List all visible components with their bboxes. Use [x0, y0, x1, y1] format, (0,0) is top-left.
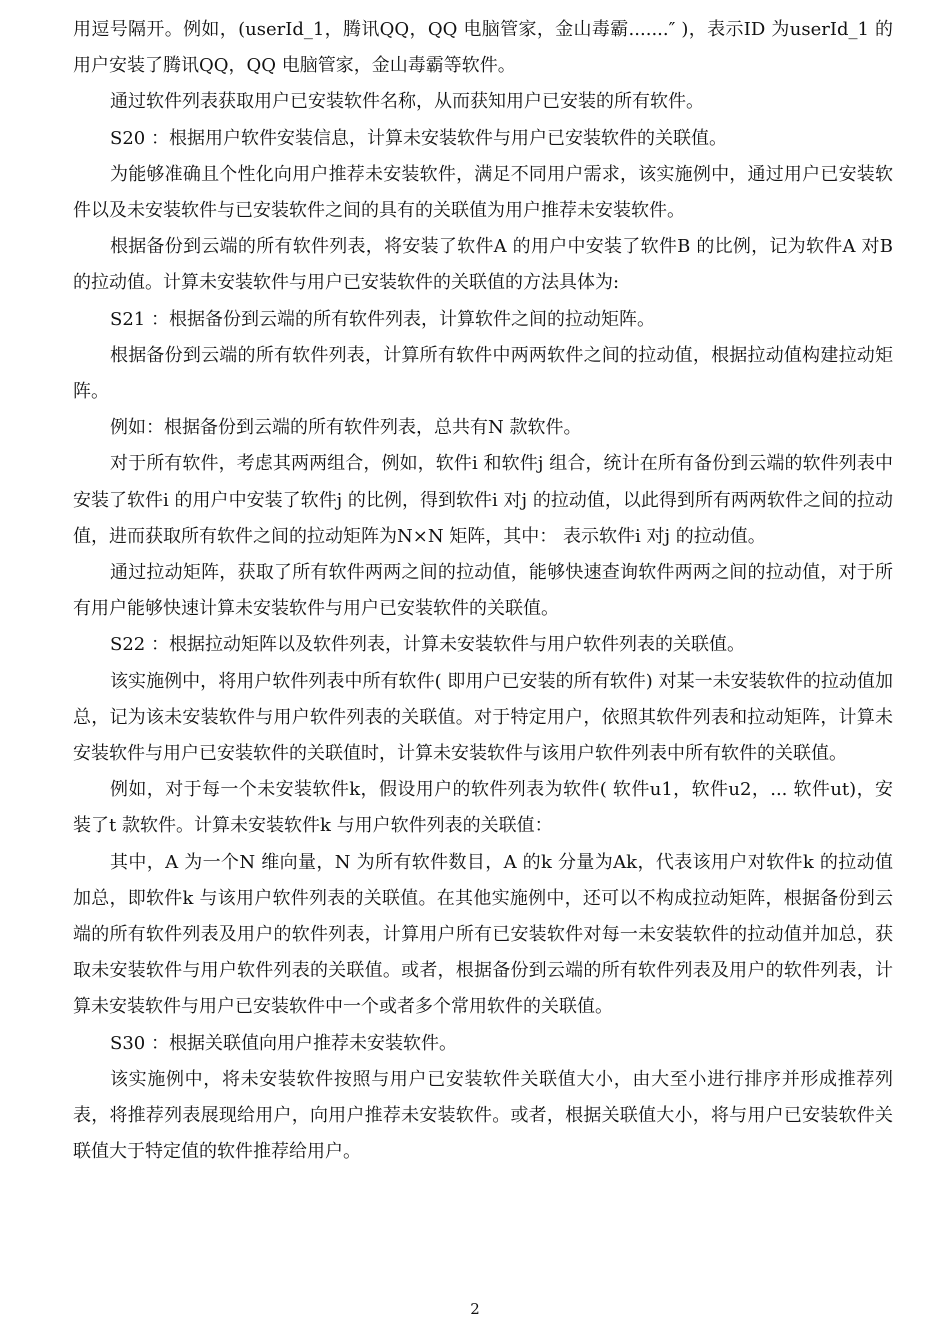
paragraph: 例如，对于每一个未安装软件k，假设用户的软件列表为软件( 软件u1，软件u2，... 软件ut)，安装了t 款软件。计算未安装软件k 与用户软件列表的关联值：: [73, 779, 893, 837]
paragraph: 通过软件列表获取用户已安装软件名称，从而获知用户已安装的所有软件。: [110, 91, 704, 113]
paragraph: 该实施例中，将用户软件列表中所有软件( 即用户已安装的所有软件) 对某一未安装软件的拉动值加总，记为该未安装软件与用户软件列表的关联值。对于特定用户，依照其软件列表和拉动矩阵，计算未安装软件与用户已安装软件的关联值时，计算未安装软件与该用户软件列表中所有软件的关联值。: [73, 670, 893, 765]
paragraph: 根据备份到云端的所有软件列表，计算所有软件中两两软件之间的拉动值，根据拉动值构建拉动矩阵。: [73, 344, 893, 403]
page-number: 2: [470, 1300, 480, 1318]
paragraph: 其中，A 为一个N 维向量，N 为所有软件数目，A 的k 分量为Ak，代表该用户对软件k 的拉动值加总，即软件k 与该用户软件列表的关联值。在其他实施例中，还可以不构成拉动矩阵，根据备份到云端的所有软件列表及用户的软件列表，计算用户所有已安装软件对每一未安装软件的拉动值并加总，获取未安装软件与用户软件列表的关联值。或者，根据备份到云端的所有软件列表及用户的软件列表，计算未安装软件与用户已安装软件中一个或者多个常用软件的关联值。: [73, 851, 893, 1018]
paragraph: 例如：根据备份到云端的所有软件列表，总共有N 款软件。: [110, 417, 582, 439]
paragraph-continuation: 用逗号隔开。例如，(userId_1，腾讯QQ，QQ 电脑管家，金山毒霸.......″ )，表示ID 为userId_1 的用户安装了腾讯QQ，QQ 电脑管家，金山毒霸等软件。: [73, 19, 893, 77]
paragraph: 根据备份到云端的所有软件列表，将安装了软件A 的用户中安装了软件B 的比例，记为软件A 对B 的拉动值。计算未安装软件与用户已安装软件的关联值的方法具体为:: [73, 236, 893, 294]
step-heading-s21: S21 ：根据备份到云端的所有软件列表，计算软件之间的拉动矩阵。: [110, 308, 655, 330]
paragraph: 对于所有软件，考虑其两两组合，例如，软件i 和软件j 组合，统计在所有备份到云端的软件列表中安装了软件i 的用户中安装了软件j 的比例，得到软件i 对j 的拉动值，以此得到所有两两软件之间的拉动值，进而获取所有软件之间的拉动矩阵为N×N 矩阵，其中： 表示软件i 对j 的拉动值。: [73, 453, 893, 547]
paragraph: 通过拉动矩阵，获取了所有软件两两之间的拉动值，能够快速查询软件两两之间的拉动值，对于所有用户能够快速计算未安装软件与用户已安装软件的关联值。: [73, 562, 893, 620]
step-heading-s22: S22 ：根据拉动矩阵以及软件列表，计算未安装软件与用户软件列表的关联值。: [110, 634, 745, 656]
step-heading-s30: S30 ：根据关联值向用户推荐未安装软件。: [110, 1032, 457, 1054]
paragraph: 为能够准确且个性化向用户推荐未安装软件，满足不同用户需求，该实施例中，通过用户已安装软件以及未安装软件与已安装软件之间的具有的关联值为用户推荐未安装软件。: [73, 163, 893, 222]
document-body: [73, 12, 893, 1171]
paragraph: 该实施例中，将未安装软件按照与用户已安装软件关联值大小，由大至小进行排序并形成推荐列表，将推荐列表展现给用户，向用户推荐未安装软件。或者，根据关联值大小，将与用户已安装软件关联值大于特定值的软件推荐给用户。: [73, 1068, 893, 1163]
step-heading-s20: S20 ：根据用户软件安装信息，计算未安装软件与用户已安装软件的关联值。: [110, 127, 727, 149]
